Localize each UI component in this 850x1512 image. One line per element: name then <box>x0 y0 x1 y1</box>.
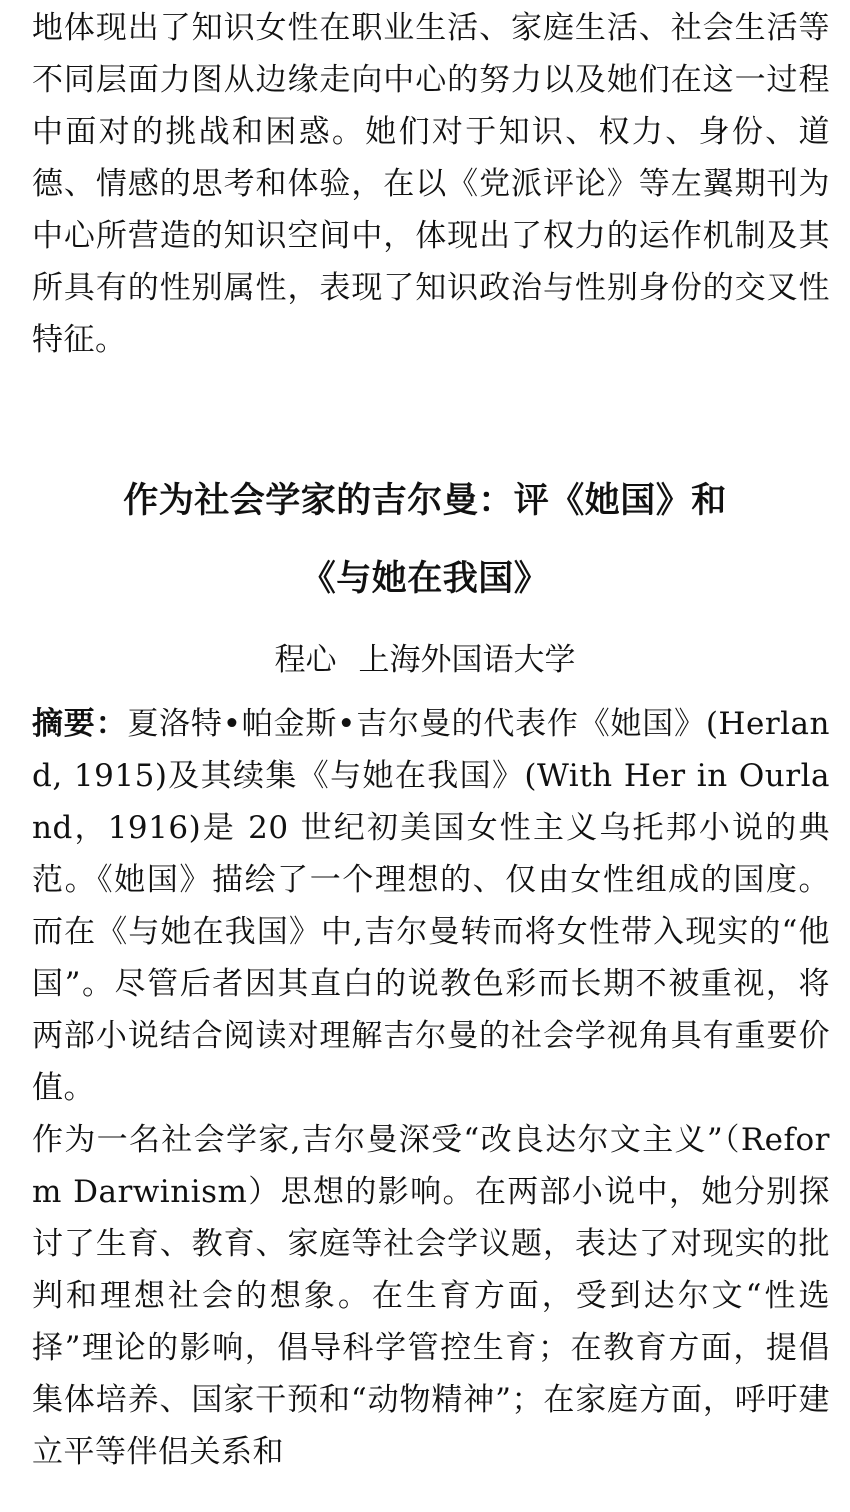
article-title <box>32 462 830 618</box>
author-line <box>32 632 830 688</box>
body-paragraph: 作为一名社会学家,吉尔曼深受“改良达尔文主义”（Reform Darwinism）思想的影响。在两部小说中，她分别探讨了生育、教育、家庭等社会学议题，表达了对现实的批判和理想社会的想象。在生育方面，受到达尔文“性选择”理论的影响，倡导科学管控生育；在教育方面，提倡集体培养、国家干预和“动物精神”；在家庭方面，呼吁建立平等伴侣关系和 <box>32 1122 830 1470</box>
abstract-text: 夏洛特•帕金斯•吉尔曼的代表作《她国》(Herland, 1915)及其续集《与她在我国》(With Her in Ourland，1916)是 20 世纪初美国女性主义乌托邦小说的典范。《她国》描绘了一个理想的、仅由女性组成的国度。而在《与她在我国》中,吉尔曼转而将女性带入现实的“他国”。尽管后者因其直白的说教色彩而长期不被重视，将两部小说结合阅读对理解吉尔曼的社会学视角具有重要价值。 <box>32 706 830 1106</box>
author-name: 程心 <box>274 642 337 678</box>
abstract-label: 摘要： <box>32 706 128 742</box>
abstract-paragraph <box>32 698 830 1114</box>
article-title-line-2: 《与她在我国》 <box>300 559 550 599</box>
intro-paragraph: 地体现出了知识女性在职业生活、家庭生活、社会生活等不同层面力图从边缘走向中心的努力以及她们在这一过程中面对的挑战和困惑。她们对于知识、权力、身份、道德、情感的思考和体验，在以《党派评论》等左翼期刊为中心所营造的知识空间中，体现出了权力的运作机制及其所具有的性别属性，表现了知识政治与性别身份的交叉性特征。 <box>32 10 830 358</box>
author-affiliation: 上海外国语大学 <box>358 642 576 678</box>
article-title-line-1: 作为社会学家的吉尔曼：评《她国》和 <box>123 481 727 521</box>
